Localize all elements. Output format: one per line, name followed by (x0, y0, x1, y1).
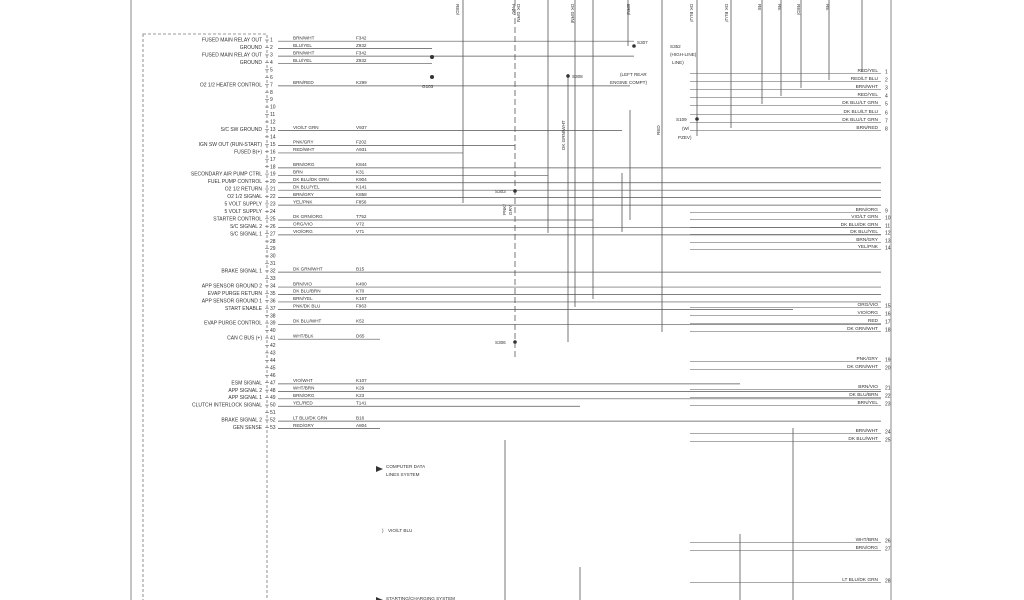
right-pin-number: 24 (885, 429, 891, 436)
pin-number: 8 (270, 89, 273, 96)
right-wire-label: BRN/ORG (855, 208, 878, 213)
right-output-row (690, 537, 891, 545)
svg-text:COMPUTER DATA: COMPUTER DATA (386, 464, 426, 469)
right-output-row (690, 100, 888, 108)
pin-number: 36 (270, 298, 276, 305)
pin-number: 26 (270, 223, 276, 230)
right-output-row (690, 392, 891, 400)
wire-color: BLU/YEL (293, 57, 312, 63)
right-wire-label: RED/YEL (857, 93, 878, 98)
circuit-id: T141 (356, 400, 367, 406)
pin-function-label: EVAP PURGE CONTROL (204, 320, 262, 327)
right-output-row (690, 384, 891, 392)
vlabel-pnk-gry2: GRY (508, 205, 513, 215)
pin-function-label: FUSED B(+) (234, 149, 262, 156)
right-output-row (690, 109, 888, 117)
splice-s306 (495, 340, 517, 345)
pin-number: 30 (270, 253, 276, 260)
right-output-row (690, 356, 891, 364)
connector-row (192, 400, 580, 408)
connector-row (230, 222, 881, 230)
pin-number: 12 (270, 119, 276, 126)
connector-row (204, 319, 881, 327)
right-output-row (690, 244, 891, 252)
right-pin-number: 15 (885, 303, 891, 310)
top-wire-labels (455, 4, 830, 24)
right-wire-label: BRN/GRY (856, 238, 878, 243)
pin-function-label: CLUTCH INTERLOCK SIGNAL (191, 402, 262, 409)
connector-row (224, 209, 275, 215)
right-output-row (690, 237, 891, 245)
connector-rows (191, 35, 881, 431)
right-pin-number: 2 (885, 77, 888, 84)
wire-color: WHT/BRN (293, 385, 315, 391)
svg-text:VIO/LT BLU: VIO/LT BLU (388, 528, 413, 533)
pin-number: 2 (270, 45, 273, 52)
pin-number: 51 (270, 410, 276, 417)
pin-function-label: APP SENSOR GROUND 2 (201, 283, 262, 290)
right-output-row (690, 84, 888, 92)
svg-text:(LEFT REAR: (LEFT REAR (620, 72, 647, 77)
connector-row (221, 415, 881, 423)
pin-function-label: GROUND (239, 59, 262, 66)
svg-text:ENGINE COMPT): ENGINE COMPT) (610, 80, 648, 85)
pin-number: 16 (270, 149, 276, 156)
wire-color: BRN (293, 169, 303, 175)
wire-color: BRN/WHT (293, 35, 315, 41)
pin-number: 52 (270, 417, 276, 424)
right-wire-label: LT BLU/DK GRN (842, 578, 878, 583)
pin-number: 53 (270, 425, 276, 431)
svg-text:STARTING/CHARGING SYSTEM: STARTING/CHARGING SYSTEM (386, 596, 455, 600)
right-pin-number: 18 (885, 327, 891, 334)
circuit-id: B15 (356, 266, 365, 272)
connector-row (227, 333, 380, 341)
vlabel-dk-grn-wht: DK GRN/WHT (561, 120, 566, 150)
pin-function-label: BRAKE SIGNAL 1 (221, 268, 262, 275)
pin-number: 43 (270, 350, 276, 357)
pin-number: 10 (270, 104, 276, 111)
connector-row (191, 170, 548, 178)
pin-number: 21 (270, 186, 276, 193)
wire-color: BRN/WHT (293, 50, 315, 56)
splice-s352 (670, 44, 697, 65)
circuit-id: K70 (356, 288, 365, 294)
left-rear-note (610, 72, 647, 85)
circuit-id: V937 (356, 124, 367, 130)
top-wire-label: PNK/ (511, 4, 516, 15)
right-output-row (690, 207, 888, 215)
pin-function-label: APP SIGNAL 2 (228, 387, 262, 394)
right-output-row (690, 545, 891, 553)
right-pin-number: 9 (885, 208, 888, 215)
svg-text:PZEV): PZEV) (678, 135, 692, 140)
pin-number: 41 (270, 335, 276, 342)
wire-color: DK BLU/WHT (293, 318, 322, 324)
pin-number: 1 (270, 37, 273, 44)
circuit-id: K29 (356, 385, 365, 391)
right-output-rows (690, 68, 891, 585)
pin-function-label: GEN SENSE (232, 425, 262, 431)
right-wire-label: DK BLU/BRN (849, 393, 878, 398)
pin-number: 47 (270, 380, 276, 387)
right-pin-number: 17 (885, 319, 891, 326)
right-pin-number: 7 (885, 118, 888, 125)
circuit-id: B16 (356, 415, 365, 421)
right-pin-number: 3 (885, 85, 888, 92)
wire-color: WHT/BLK (293, 333, 314, 339)
right-pin-number: 20 (885, 365, 891, 372)
connector-row (265, 90, 273, 96)
right-wire-label: BRN/WHT (855, 429, 878, 434)
pin-function-label: APP SENSOR GROUND 1 (201, 298, 262, 305)
pin-function-label: BRAKE SIGNAL 2 (221, 417, 262, 424)
circuit-id: F856 (356, 199, 367, 205)
circuit-id: V71 (356, 229, 365, 235)
connector-row (221, 266, 881, 274)
right-pin-number: 27 (885, 546, 891, 553)
right-output-row (690, 302, 891, 310)
circuit-id: K299 (356, 80, 367, 86)
pin-number: 35 (270, 290, 276, 297)
right-wire-label: RED/LT BLU (850, 77, 878, 82)
wire-color: BRN/VIO (293, 281, 312, 287)
right-output-row (690, 326, 891, 334)
pin-function-label: O2 1/2 RETURN (224, 186, 262, 193)
connector-row (213, 214, 593, 222)
circuit-id: K107 (356, 378, 367, 384)
wire-color: DK GRN/WHT (293, 266, 323, 272)
pin-function-label: FUSED MAIN RELAY OUT (201, 52, 262, 59)
pin-number: 46 (270, 372, 276, 379)
pin-number: 3 (270, 52, 273, 59)
connector-row (265, 67, 273, 73)
connector-row (265, 112, 275, 118)
right-wire-label: RED (867, 319, 878, 324)
right-wire-label: PNK/GRY (856, 357, 878, 362)
svg-text:S307: S307 (637, 40, 648, 45)
right-wire-label: DK GRN/WHT (847, 365, 878, 370)
svg-text:G103: G103 (422, 84, 434, 89)
pin-function-label: EVAP PURGE RETURN (207, 290, 262, 297)
splice-s303 (495, 189, 517, 194)
svg-text:S109: S109 (676, 117, 687, 122)
right-output-row (690, 214, 891, 222)
connector-row (225, 184, 881, 192)
right-output-row (690, 117, 888, 125)
right-wire-label: VIO/LT GRN (851, 215, 878, 220)
pin-function-label: 5 VOLT SUPPLY (224, 208, 262, 215)
pin-function-label: O2 1/2 SIGNAL (227, 194, 262, 201)
right-pin-number: 10 (885, 215, 891, 222)
right-pin-number: 22 (885, 393, 891, 400)
right-wire-label: BRN/ORG (855, 546, 878, 551)
right-wire-label: DK BLU/DK GRN (840, 223, 878, 228)
right-output-row (690, 222, 890, 230)
circuit-id: K31 (356, 169, 365, 175)
wire-color: ORG/VIO (293, 221, 313, 227)
pin-number: 27 (270, 231, 276, 238)
wire-color: BRN/ORG (293, 393, 315, 398)
right-output-row (690, 68, 888, 76)
right-wire-label: RED/YEL (857, 69, 878, 74)
pin-number: 45 (270, 365, 276, 372)
pin-number: 20 (270, 179, 276, 186)
right-wire-label: BRN/VIO (858, 385, 878, 390)
pin-number: 44 (270, 357, 276, 364)
pin-number: 11 (270, 112, 276, 119)
splice-s307 (632, 40, 648, 48)
connector-row (240, 58, 432, 66)
right-pin-number: 1 (885, 69, 888, 76)
pin-number: 48 (270, 387, 276, 394)
wire-color: BRN/RED (293, 80, 314, 86)
right-pin-number: 8 (885, 126, 888, 133)
pin-number: 34 (270, 283, 276, 290)
circuit-id: F202 (356, 139, 367, 145)
right-pin-number: 25 (885, 437, 891, 444)
circuit-id: K904 (356, 176, 367, 182)
top-wire-label: RE (757, 4, 762, 11)
pin-number: 19 (270, 171, 276, 178)
svg-text:S308: S308 (572, 74, 583, 79)
connector-row (234, 147, 463, 155)
pin-number: 29 (270, 246, 276, 253)
top-wire-label: DK BLU/ (689, 4, 694, 22)
top-wire-label: RED/ (455, 4, 460, 15)
right-wire-label: DK BLU/LT GRN (842, 101, 878, 106)
right-output-row (690, 310, 891, 318)
splice-s308 (566, 74, 583, 79)
circuit-id: F342 (356, 35, 367, 41)
vlabel-red: RED (656, 125, 661, 135)
pin-function-label: ESM SIGNAL (231, 380, 262, 387)
pin-number: 7 (270, 82, 273, 89)
right-wire-label: VIO/ORG (857, 311, 878, 316)
pin-function-label: FUEL PUMP CONTROL (207, 179, 262, 186)
right-pin-number: 16 (885, 311, 891, 318)
right-pin-number: 28 (885, 578, 891, 585)
pin-number: 31 (270, 261, 276, 268)
splice-s109 (676, 117, 699, 140)
pin-number: 4 (270, 59, 273, 66)
wire-color: BRN/ORG (293, 162, 315, 168)
pin-number: 37 (270, 305, 276, 312)
wire-color: YEL/RED (293, 400, 313, 406)
right-wire-label: DK GRN/WHT (847, 327, 878, 332)
right-wire-label: DK BLU/LT GRN (842, 118, 878, 123)
pin-number: 5 (270, 67, 273, 74)
right-output-row (690, 400, 891, 408)
pin-number: 13 (270, 127, 276, 133)
wire-color: DK BLU/BRN (293, 288, 321, 294)
pin-function-label: FUSED MAIN RELAY OUT (201, 37, 262, 44)
pin-function-label: APP SIGNAL 1 (228, 395, 262, 402)
pin-number: 17 (270, 156, 276, 163)
pin-function-label: O2 1/2 HEATER CONTROL (199, 82, 262, 89)
circuit-id: K858 (356, 191, 367, 197)
top-wire-label: DK GRN (516, 4, 521, 22)
svg-text:S352: S352 (670, 44, 681, 49)
right-pin-number: 19 (885, 357, 891, 364)
connector-row (200, 80, 630, 88)
pin-number: 15 (270, 141, 276, 148)
top-wire-label: RE (825, 4, 830, 11)
pin-number: 38 (270, 313, 276, 320)
circuit-id: Z932 (356, 57, 367, 63)
pin-number: 50 (270, 402, 276, 409)
pin-function-label: START ENABLE (225, 305, 262, 312)
connector-row (265, 75, 273, 81)
wire-color: PNK/GRY (293, 139, 314, 145)
circuit-id: K141 (356, 184, 367, 190)
right-wire-label: DK BLU/LT BLU (843, 110, 878, 115)
right-output-row (690, 229, 891, 237)
pin-number: 24 (270, 208, 276, 215)
pin-number: 39 (270, 320, 276, 327)
wire-color: RED/GRY (293, 422, 314, 428)
top-wire-label: RED/ (796, 4, 801, 15)
wire-color: PNK/DK BLU (293, 303, 321, 309)
connector-row (228, 393, 881, 401)
ground-g103 (422, 55, 434, 89)
right-pin-number: 21 (885, 385, 891, 392)
pin-number: 28 (270, 238, 276, 245)
right-pin-number: 13 (885, 238, 891, 245)
circuit-id: Z932 (356, 42, 367, 48)
pin-number: 42 (270, 343, 276, 350)
circuit-id: K23 (356, 393, 365, 398)
pin-function-label: S/C SIGNAL 2 (229, 223, 262, 230)
right-wire-label: BRN/WHT (855, 85, 878, 90)
right-output-row (690, 364, 891, 372)
vlabel-pnk-gry: PNK/ (502, 204, 507, 215)
pcm-connector-box (143, 34, 267, 600)
circuit-id: A931 (356, 147, 367, 153)
pin-number: 33 (270, 276, 276, 282)
svg-text:S303: S303 (495, 189, 506, 194)
svg-text:(HIGH-LINE): (HIGH-LINE) (670, 52, 697, 57)
top-wire-label: BRN/ (626, 4, 631, 15)
connector-row (265, 97, 273, 103)
connector-row (230, 229, 881, 237)
circuit-id: K167 (356, 296, 367, 302)
esm-arrow (382, 528, 412, 533)
pin-number: 9 (270, 97, 273, 104)
pin-number: 32 (270, 268, 276, 275)
pin-function-label: 5 VOLT SUPPLY (224, 201, 262, 208)
right-output-row (690, 76, 888, 84)
right-wire-label: BRN/RED (856, 126, 878, 131)
circuit-id: F342 (356, 50, 367, 56)
circuit-id: V72 (356, 221, 365, 227)
wire-color: BLU/YEL (293, 42, 312, 48)
circuit-id: K400 (356, 281, 367, 287)
can-bus-arrow (376, 464, 426, 477)
wire-color: VIO/WHT (293, 378, 313, 384)
pin-number: 25 (270, 216, 276, 223)
pin-number: 23 (270, 201, 276, 208)
wire-color: YEL/PNK (293, 199, 313, 205)
right-pin-number: 12 (885, 230, 891, 237)
pin-number: 40 (270, 328, 276, 335)
connector-row (224, 199, 881, 207)
pin-function-label: CAN C BUS (+) (227, 335, 262, 342)
circuit-id: A804 (356, 422, 367, 428)
pin-number: 6 (270, 74, 273, 81)
gen-sense-arrow (376, 596, 455, 600)
top-wire-label: DK GRN/ (570, 4, 575, 24)
wire-color: DK BLU/YEL (293, 184, 320, 190)
circuit-id: K844 (356, 162, 367, 168)
connector-row (227, 192, 881, 200)
right-output-row (690, 125, 888, 133)
connector-row (233, 423, 380, 431)
right-output-row (690, 92, 888, 100)
pin-function-label: GROUND (239, 45, 262, 52)
circuit-id: D65 (356, 333, 365, 339)
wire-color: VIO/ORG (293, 229, 313, 235)
pin-function-label: SECONDARY AIR PUMP CTRL (190, 171, 262, 178)
right-wire-label: ORG/VIO (857, 303, 878, 308)
right-wire-label: DK BLU/WHT (848, 437, 878, 442)
pin-function-label: IGN SW OUT (RUN-START) (198, 141, 262, 148)
svg-text:LINES SYSTEM: LINES SYSTEM (386, 472, 420, 477)
pin-function-label: S/C SIGNAL 1 (229, 231, 262, 238)
right-output-row (690, 436, 891, 444)
right-output-row (690, 577, 891, 585)
pin-number: 18 (270, 164, 276, 171)
svg-text:): ) (382, 528, 384, 533)
right-wire-label: DK BLU/YEL (850, 230, 878, 235)
wire-color: DK GRN/ORG (293, 214, 323, 220)
wire-color: BRN/YEL (293, 296, 313, 302)
svg-text:S306: S306 (495, 340, 506, 345)
right-wire-label: WHT/BRN (855, 538, 878, 543)
pin-function-label: STARTER CONTROL (213, 216, 262, 223)
svg-text:(W/: (W/ (682, 126, 690, 131)
top-wire-label: RE (777, 4, 782, 11)
wire-color: VIO/LT GRN (293, 124, 319, 130)
wire-routing (463, 0, 862, 600)
right-wire-label: YEL/PNK (857, 245, 878, 250)
top-wire-label: DK BLU/ (724, 4, 729, 22)
wire-color: LT BLU/DK GRN (293, 415, 328, 421)
wire-color: RED/WHT (293, 147, 315, 153)
right-wire-label: BRN/YEL (857, 401, 878, 406)
right-pin-number: 14 (885, 245, 891, 252)
right-pin-number: 11 (885, 223, 891, 230)
right-pin-number: 23 (885, 401, 891, 408)
pin-function-label: S/C SW GROUND (220, 127, 262, 133)
wire-color: BRN/GRY (293, 191, 314, 197)
circuit-id: K52 (356, 318, 365, 324)
svg-text:LINE): LINE) (672, 60, 684, 65)
connector-row (240, 43, 432, 51)
pin-number: 49 (270, 395, 276, 402)
circuit-id: T752 (356, 214, 367, 220)
right-pin-number: 26 (885, 538, 891, 545)
wire-color: DK BLU/DK GRN (293, 176, 329, 182)
right-output-row (690, 428, 891, 436)
right-pin-number: 4 (885, 93, 888, 100)
right-pin-number: 6 (885, 110, 888, 117)
right-pin-number: 5 (885, 101, 888, 108)
circuit-id: F963 (356, 303, 367, 309)
pin-number: 14 (270, 134, 276, 141)
pin-number: 22 (270, 194, 276, 201)
